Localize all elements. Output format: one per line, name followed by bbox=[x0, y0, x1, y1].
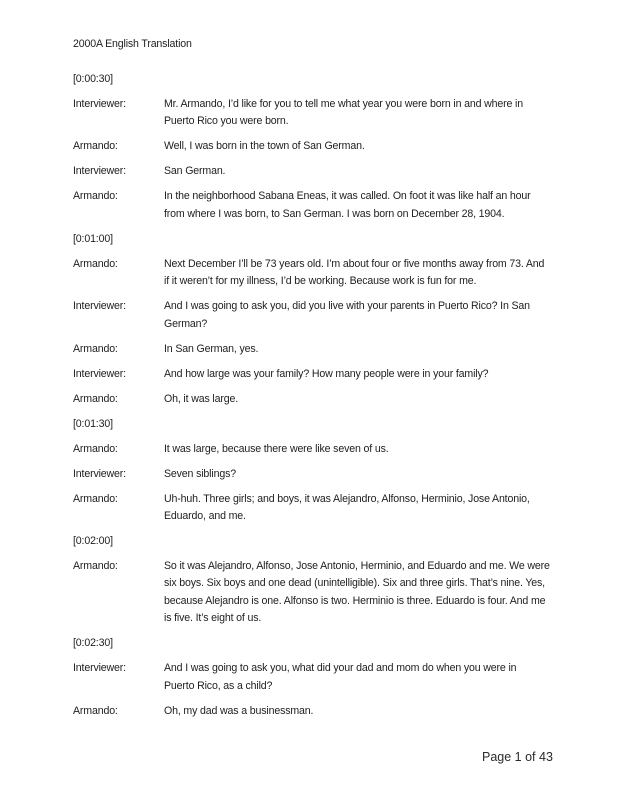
speech-line: Next December I’ll be 73 years old. I’m about four or five months away from 73. And bbox=[164, 257, 545, 270]
speech-entry bbox=[73, 366, 553, 383]
speaker-label: Armando: bbox=[73, 140, 118, 153]
speech-text bbox=[164, 163, 553, 180]
speech-line: In San German, yes. bbox=[164, 342, 259, 355]
speaker-label: Armando: bbox=[73, 704, 118, 717]
speech-line: six boys. Six boys and one dead (unintelligible). Six and three girls. That’s nine. Yes, bbox=[164, 577, 545, 590]
page-number: Page 1 of 43 bbox=[482, 750, 553, 764]
speech-entry bbox=[73, 391, 553, 408]
timestamp-label: [0:01:00] bbox=[73, 232, 113, 245]
speech-text bbox=[164, 366, 553, 383]
speech-text bbox=[164, 703, 553, 720]
timestamp-label: [0:01:30] bbox=[73, 417, 113, 430]
speech-line: Mr. Armando, I’d like for you to tell me what year you were born in and where in bbox=[164, 98, 523, 110]
speech-text bbox=[164, 441, 553, 458]
speech-entry bbox=[73, 341, 553, 358]
timestamp-label: [0:02:00] bbox=[73, 535, 113, 548]
timestamp bbox=[73, 635, 553, 652]
speech-line: Puerto Rico, as a child? bbox=[164, 679, 273, 692]
speaker-label: Interviewer: bbox=[73, 165, 126, 178]
speech-entry bbox=[73, 188, 553, 223]
speech-text bbox=[164, 391, 553, 408]
speech-entry bbox=[73, 558, 553, 628]
speech-entry bbox=[73, 163, 553, 180]
speaker-label: Armando: bbox=[73, 492, 118, 505]
speech-entry bbox=[73, 96, 553, 131]
timestamp bbox=[73, 533, 553, 550]
speech-line: is five. It’s eight of us. bbox=[164, 612, 262, 625]
speech-line: Puerto Rico you were born. bbox=[164, 115, 289, 128]
timestamp bbox=[73, 231, 553, 248]
speech-line: if it weren’t for my illness, I’d be working. Because work is fun for me. bbox=[164, 275, 477, 288]
speaker-label: Interviewer: bbox=[73, 662, 126, 675]
speech-line: And how large was your family? How many people were in your family? bbox=[164, 367, 489, 380]
speech-line: San German. bbox=[164, 165, 226, 178]
speech-entry bbox=[73, 441, 553, 458]
speech-line: And I was going to ask you, what did your dad and mom do when you were in bbox=[164, 662, 517, 675]
speech-text bbox=[164, 96, 553, 131]
speech-entry bbox=[73, 466, 553, 483]
speech-text bbox=[164, 466, 553, 483]
speaker-label: Armando: bbox=[73, 442, 118, 455]
speech-entry bbox=[73, 703, 553, 720]
speaker-label: Armando: bbox=[73, 342, 118, 355]
speech-line: from where I was born, to San German. I was born on December 28, 1904. bbox=[164, 207, 505, 220]
speech-line: Oh, my dad was a businessman. bbox=[164, 704, 314, 717]
speech-entry bbox=[73, 660, 553, 695]
document-header: 2000A English Translation bbox=[73, 38, 192, 50]
speaker-label: Armando: bbox=[73, 257, 118, 270]
speaker-label: Armando: bbox=[73, 392, 118, 405]
transcript-body bbox=[73, 71, 553, 728]
timestamp-label: [0:02:30] bbox=[73, 637, 113, 650]
speech-text bbox=[164, 558, 553, 628]
speaker-label: Armando: bbox=[73, 190, 118, 203]
speech-line: So it was Alejandro, Alfonso, Jose Antonio, Herminio, and Eduardo and me. We were bbox=[164, 560, 550, 573]
speech-text bbox=[164, 256, 553, 291]
timestamp-label: [0:00:30] bbox=[73, 73, 113, 85]
speech-text bbox=[164, 138, 553, 155]
speech-text bbox=[164, 341, 553, 358]
speech-line: because Alejandro is one. Alfonso is two. Herminio is three. Eduardo is four. And me bbox=[164, 594, 546, 607]
speech-entry bbox=[73, 298, 553, 333]
speaker-label: Interviewer: bbox=[73, 467, 126, 480]
speech-line: Seven siblings? bbox=[164, 467, 236, 480]
speech-line: Oh, it was large. bbox=[164, 392, 238, 405]
speech-text bbox=[164, 298, 553, 333]
speech-text bbox=[164, 660, 553, 695]
speech-line: It was large, because there were like seven of us. bbox=[164, 442, 389, 455]
speaker-label: Interviewer: bbox=[73, 98, 126, 110]
speaker-label: Interviewer: bbox=[73, 367, 126, 380]
speech-line: Eduardo, and me. bbox=[164, 510, 246, 523]
speech-text bbox=[164, 188, 553, 223]
speech-entry bbox=[73, 256, 553, 291]
speech-text bbox=[164, 491, 553, 526]
timestamp bbox=[73, 71, 553, 88]
speech-entry bbox=[73, 491, 553, 526]
speech-entry bbox=[73, 138, 553, 155]
speech-line: German? bbox=[164, 317, 208, 330]
speech-line: Well, I was born in the town of San German. bbox=[164, 140, 365, 153]
timestamp bbox=[73, 416, 553, 433]
speech-line: In the neighborhood Sabana Eneas, it was called. On foot it was like half an hour bbox=[164, 190, 531, 203]
speech-line: And I was going to ask you, did you live with your parents in Puerto Rico? In San bbox=[164, 300, 530, 313]
speech-line: Uh-huh. Three girls; and boys, it was Alejandro, Alfonso, Herminio, Jose Antonio, bbox=[164, 492, 530, 505]
speaker-label: Armando: bbox=[73, 560, 118, 573]
speaker-label: Interviewer: bbox=[73, 300, 126, 313]
